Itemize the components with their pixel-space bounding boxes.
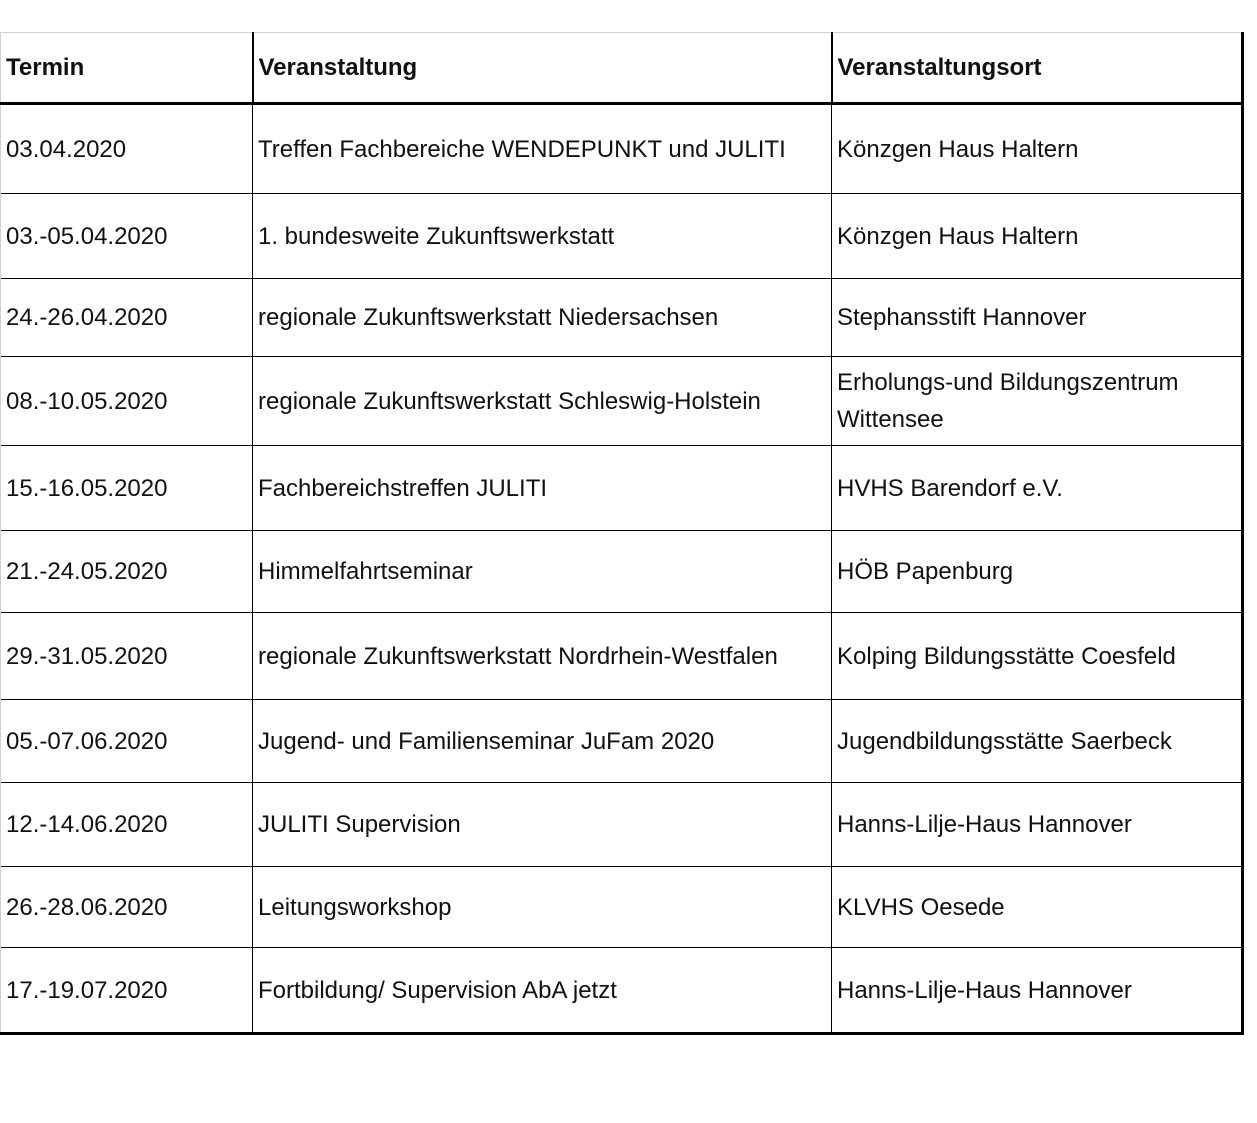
table-row (1, 867, 1243, 948)
cell-veranstaltungsort: Kolping Bildungsstätte Coesfeld (832, 613, 1243, 700)
cell-termin: 29.-31.05.2020 (1, 613, 253, 700)
cell-veranstaltung: regionale Zukunftswerkstatt Nordrhein-Westfalen (253, 613, 832, 700)
table-row (1, 194, 1243, 279)
table-row (1, 948, 1243, 1034)
table-row (1, 531, 1243, 613)
cell-termin: 08.-10.05.2020 (1, 357, 253, 446)
event-schedule-table (0, 32, 1244, 1035)
cell-veranstaltungsort: Hanns-Lilje-Haus Hannover (832, 948, 1243, 1034)
table-row (1, 104, 1243, 194)
cell-termin: 12.-14.06.2020 (1, 783, 253, 867)
cell-termin: 03.-05.04.2020 (1, 194, 253, 279)
table-row (1, 357, 1243, 446)
cell-termin: 17.-19.07.2020 (1, 948, 253, 1034)
cell-veranstaltung: regionale Zukunftswerkstatt Niedersachsen (253, 279, 832, 357)
cell-veranstaltung: JULITI Supervision (253, 783, 832, 867)
table-row (1, 279, 1243, 357)
cell-termin: 21.-24.05.2020 (1, 531, 253, 613)
cell-termin: 24.-26.04.2020 (1, 279, 253, 357)
cell-veranstaltung: Treffen Fachbereiche WENDEPUNKT und JULITI (253, 104, 832, 194)
table-row (1, 783, 1243, 867)
cell-veranstaltungsort: Könzgen Haus Haltern (832, 104, 1243, 194)
cell-veranstaltungsort: Hanns-Lilje-Haus Hannover (832, 783, 1243, 867)
cell-termin: 05.-07.06.2020 (1, 700, 253, 783)
cell-veranstaltung: regionale Zukunftswerkstatt Schleswig-Holstein (253, 357, 832, 446)
cell-veranstaltung: Jugend- und Familienseminar JuFam 2020 (253, 700, 832, 783)
cell-veranstaltungsort: Erholungs-und Bildungszentrum Wittensee (832, 357, 1243, 446)
table-row (1, 700, 1243, 783)
cell-veranstaltung: Fachbereichstreffen JULITI (253, 446, 832, 531)
cell-veranstaltungsort: KLVHS Oesede (832, 867, 1243, 948)
cell-veranstaltungsort: Jugendbildungsstätte Saerbeck (832, 700, 1243, 783)
cell-veranstaltung: 1. bundesweite Zukunftswerkstatt (253, 194, 832, 279)
cell-veranstaltungsort: HÖB Papenburg (832, 531, 1243, 613)
cell-veranstaltung: Leitungsworkshop (253, 867, 832, 948)
cell-veranstaltung: Fortbildung/ Supervision AbA jetzt (253, 948, 832, 1034)
header-termin: Termin (1, 33, 253, 104)
table-row (1, 446, 1243, 531)
header-veranstaltung: Veranstaltung (253, 33, 832, 104)
cell-termin: 03.04.2020 (1, 104, 253, 194)
cell-termin: 26.-28.06.2020 (1, 867, 253, 948)
cell-termin: 15.-16.05.2020 (1, 446, 253, 531)
table-header-row (1, 33, 1243, 104)
header-veranstaltungsort: Veranstaltungsort (832, 33, 1243, 104)
cell-veranstaltung: Himmelfahrtseminar (253, 531, 832, 613)
cell-veranstaltungsort: HVHS Barendorf e.V. (832, 446, 1243, 531)
cell-veranstaltungsort: Könzgen Haus Haltern (832, 194, 1243, 279)
table-row (1, 613, 1243, 700)
cell-veranstaltungsort: Stephansstift Hannover (832, 279, 1243, 357)
